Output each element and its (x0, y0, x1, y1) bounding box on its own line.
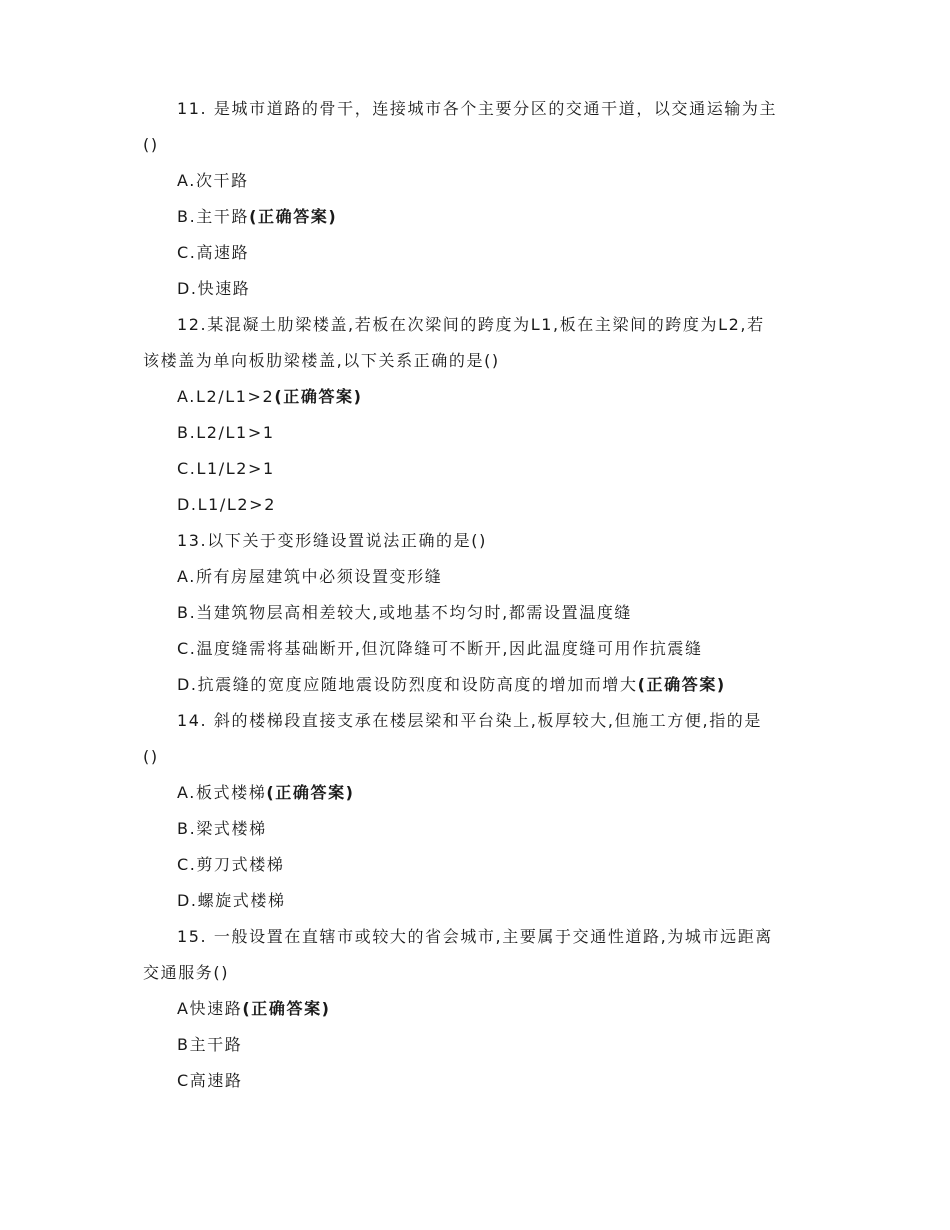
option-text: C高速路 (177, 1071, 243, 1090)
answer-option (143, 199, 815, 235)
question-14 (143, 703, 815, 919)
option-text: C.L1/L2>1 (177, 459, 275, 478)
answer-option (143, 1027, 815, 1063)
option-text: B主干路 (177, 1035, 243, 1054)
correct-answer-tag: (正确答案) (274, 387, 363, 406)
option-text: D.L1/L2>2 (177, 495, 276, 514)
answer-option (143, 163, 815, 199)
question-stem-line: () (143, 747, 159, 766)
answer-option (143, 883, 815, 919)
question-11 (143, 91, 815, 307)
option-text: A快速路 (177, 999, 243, 1018)
option-text: B.当建筑物层高相差较大,或地基不均匀时,都需设置温度缝 (177, 603, 633, 622)
question-stem-line: 该楼盖为单向板肋梁楼盖,以下关系正确的是() (143, 351, 500, 370)
option-text: A.L2/L1>2 (177, 387, 275, 406)
question-stem-line: () (143, 135, 159, 154)
question-stem-line: 12.某混凝土肋梁楼盖,若板在次梁间的跨度为L1,板在主梁间的跨度为L2,若 (177, 315, 765, 334)
answer-option (143, 451, 815, 487)
answer-option (143, 559, 815, 595)
option-text: B.梁式楼梯 (177, 819, 267, 838)
answer-option (143, 811, 815, 847)
answer-option (143, 847, 815, 883)
question-stem-line: 14. 斜的楼梯段直接支承在楼层梁和平台染上,板厚较大,但施工方便,指的是 (177, 711, 762, 730)
option-text: D.快速路 (177, 279, 251, 298)
question-15 (143, 919, 815, 1099)
correct-answer-tag: (正确答案) (249, 207, 338, 226)
question-13 (143, 523, 815, 703)
answer-option (143, 1063, 815, 1099)
question-stem-line: 11. 是城市道路的骨干，连接城市各个主要分区的交通干道，以交通运输为主 (177, 99, 778, 118)
answer-option (143, 379, 815, 415)
question-stem-line: 交通服务() (143, 963, 230, 982)
answer-option (143, 415, 815, 451)
option-text: A.所有房屋建筑中必须设置变形缝 (177, 567, 443, 586)
correct-answer-tag: (正确答案) (266, 783, 355, 802)
answer-option (143, 775, 815, 811)
question-stem-line: 15. 一般设置在直辖市或较大的省会城市,主要属于交通性道路,为城市远距离 (177, 927, 773, 946)
option-text: D.抗震缝的宽度应随地震设防烈度和设防高度的增加而增大 (177, 675, 638, 694)
answer-option (143, 631, 815, 667)
option-text: C.温度缝需将基础断开,但沉降缝可不断开,因此温度缝可用作抗震缝 (177, 639, 703, 658)
option-text: B.L2/L1>1 (177, 423, 275, 442)
document-page (143, 91, 815, 1099)
option-text: A.次干路 (177, 171, 249, 190)
correct-answer-tag: (正确答案) (637, 675, 726, 694)
option-text: D.螺旋式楼梯 (177, 891, 286, 910)
answer-option (143, 235, 815, 271)
answer-option (143, 667, 815, 703)
question-12 (143, 307, 815, 523)
answer-option (143, 595, 815, 631)
question-stem-line: 13.以下关于变形缝设置说法正确的是() (177, 531, 487, 550)
option-text: C.高速路 (177, 243, 250, 262)
answer-option (143, 487, 815, 523)
correct-answer-tag: (正确答案) (242, 999, 331, 1018)
option-text: B.主干路 (177, 207, 250, 226)
option-text: A.板式楼梯 (177, 783, 267, 802)
answer-option (143, 991, 815, 1027)
answer-option (143, 271, 815, 307)
option-text: C.剪刀式楼梯 (177, 855, 285, 874)
